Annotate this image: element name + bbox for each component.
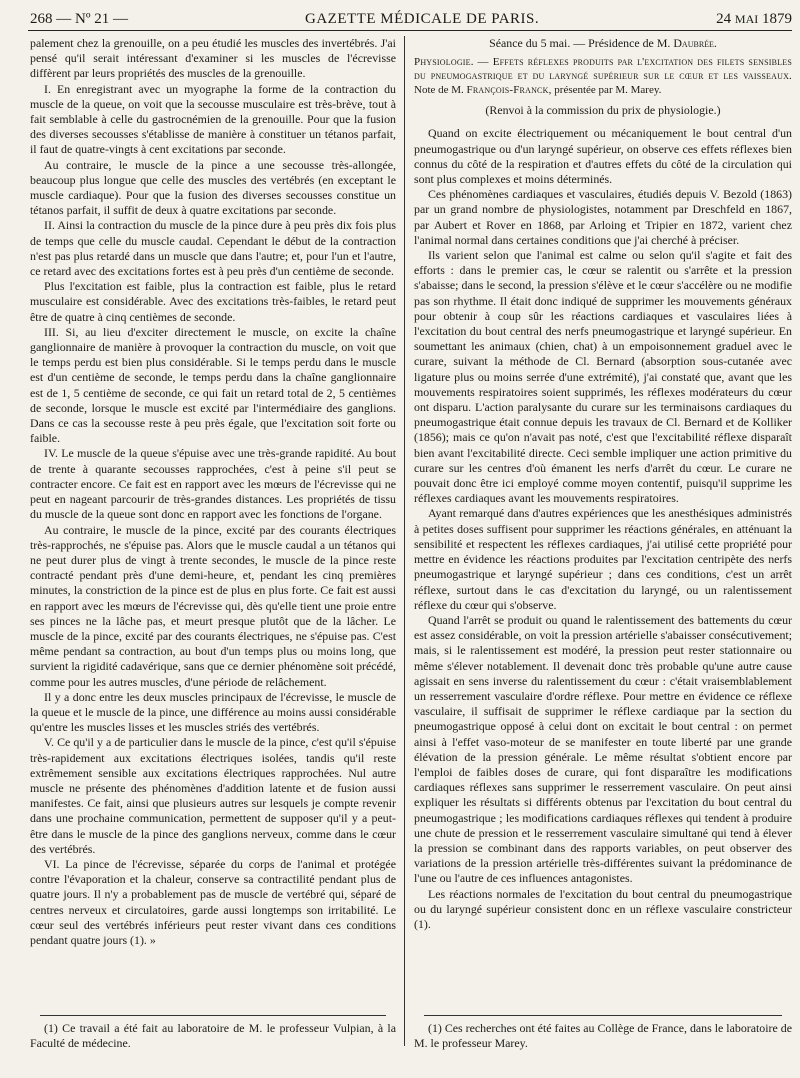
left-paragraph: Plus l'excitation est faible, plus la contraction est faible, plus le retard musculaire est considérable. Avec des excitations très-faibles, le retard peut être de quatre à cinq centièmes de seconde. [30, 279, 396, 324]
right-paragraph: Ces phénomènes cardiaques et vasculaires, étudiés depuis V. Bezold (1863) par un grand nombre de physiologistes, notamment par Dreschfeld en 1867, par Aubert et Rover en 1868, par Arloing et Tripier en 1872, varient chez l'animal normal dans certaines conditions que j'ai cherché à préciser. [414, 187, 792, 247]
note-author: François-Franck, [466, 84, 552, 97]
commission-note: (Renvoi à la commission du prix de physiologie.) [485, 103, 721, 118]
left-paragraph: Au contraire, le muscle de la pince a une secousse très-allongée, beaucoup plus longue que celle des muscles des vertébrés (en exceptant le muscle cardiaque). Pour que la fusion des diverses secousses constitue un tétanos parfait, il suffit de deux à quatre excitations par seconde. [30, 157, 396, 218]
right-paragraph: Les réactions normales de l'excitation du bout central du pneumogastrique ou du laryngé supérieur consistent donc en un réflexe vasculaire constricteur (1). [414, 886, 792, 931]
issue-number: — Nº 21 — [56, 11, 128, 27]
left-footnote-rule [40, 1015, 386, 1016]
right-column [414, 36, 792, 1014]
left-paragraph: II. Ainsi la contraction du muscle de la pince dure à peu près dix fois plus de temps que celle du muscle caudal. Cependant le début de la contraction n'est pas plus retardé dans un muscle que dans l'autre; et, pour l'un et l'autre, ce retard avec des excitations fortes est à peu près d'un centième de seconde. [30, 218, 396, 279]
right-paragraph: Quand on excite électriquement ou mécaniquement le bout central d'un pneumogastrique ou d'un laryngé supérieur, on observe ces effets réflexes bien connus du côté de la respiration et d'autres effets du côté de la circulation qui sont plus complexes et moins déterminés. [414, 126, 792, 187]
right-paragraph: Ayant remarqué dans d'autres expériences que les anesthésiques administrés à petites doses suffisent pour supprimer les réactions générales, en atténuant la sensibilité et respectent les réflexes cardiaques, j'ai utilisé cette propriété pour mettre en évidence les réactions produites par l'excitation centripète des nerfs pneumogastrique et laryngé supérieur ; dans ces conditions, c'est un arrêt réflexe, surtout dans le cas d'excitation du laryngé, ou un ralentissement réflexe du cœur qui s'observe. [414, 506, 792, 612]
left-paragraph: V. Ce qu'il y a de particulier dans le muscle de la pince, c'est qu'il s'épuise très-rapidement aux excitations électriques isolées, tandis qu'il reste extrêmement sensible aux excitations électriques rapprochées. Nul autre muscle ne présente des phénomènes d'addition latente et de fusion aussi manifestes. Ce fait, ainsi que plusieurs autres sur lesquels je compte revenir dans une prochaine communication, permettent de supposer qu'il y a peut-être dans le muscle de la pince des ganglions nerveux, comme dans le cœur des vertébrés. [30, 735, 396, 856]
right-footnote [414, 1021, 792, 1051]
session-heading [414, 36, 792, 51]
left-paragraph: Il y a donc entre les deux muscles principaux de l'écrevisse, le muscle de la queue et le muscle de la pince, une différence au moins aussi considérable qu'entre les muscles lisses et les muscles striés des vertébrés. [30, 689, 396, 735]
presented-by: présentée par M. Marey. [554, 84, 662, 97]
date-month: MAI [734, 12, 759, 26]
left-paragraph: IV. Le muscle de la queue s'épuise avec une très-grande rapidité. Au bout de trente à quarante secousses rapprochées, c'est à peine s'il peut se contracter encore. Ce fait est en rapport avec les mœurs de l'écrevisse qui ne peut en nageant parcourir de très-grandes distances. Les propriétés de tissu du muscle de la queue sont donc en rapport avec les fonctions de l'organe. [30, 446, 396, 522]
note-prefix: Note de M. [414, 84, 464, 97]
right-footnote-text: (1) Ces recherches ont été faites au Collège de France, dans le laboratoire de M. le professeur Marey. [414, 1021, 792, 1050]
date-day: 24 [716, 11, 732, 27]
page-number: 268 [30, 11, 53, 27]
left-paragraph: VI. La pince de l'écrevisse, séparée du corps de l'animal et protégée contre l'évaporation et la chaleur, conserve sa contractilité pendant plus de quatre jours. Il n'y a probablement pas de muscle de vertébré qui, séparé de centres nerveux et circulatoires, garde aussi longtemps son irritabilité. Le cœur seul des vertébrés inférieurs peut rester vivant dans ces conditions pendant quatre jours (1). » [30, 856, 396, 947]
page-number-issue [30, 11, 128, 28]
page-header [30, 6, 792, 28]
left-paragraph: Au contraire, le muscle de la pince, excité par des courants électriques très-rapprochés, ne s'épuise pas. Alors que le muscle caudal a un tétanos qui ne peut durer plus de vingt à trente secondes, le muscle de la pince reste contracté pendant près d'une demi-heure, et, pendant les cinq premières minutes, la constriction de la pince est de plus en plus forte. Ce fait est aussi en rapport avec les mœurs de l'écrevisse qui, dès qu'elle tient une proie entre ses pinces ne la lâche pas, et meurt presque plutôt que de la lâcher. Le muscle de la pince, excité par des courants électriques, ne s'épuise pas. C'est même pendant sa contraction, au bout d'un temps plus ou moins long, que survient la rigidité cadavérique, sans que ce dernier phénomène soit précédé, comme pour les autres muscles, d'une période de relâchement. [30, 522, 396, 689]
right-paragraph: Quand l'arrêt se produit ou quand le ralentissement des battements du cœur est assez considérable, on voit la pression artérielle s'abaisser consécutivement; mais, si le ralentissement est modéré, la pression peut rester stationnaire ou même s'élever notablement. Il devenait donc très probable qu'une autre cause agissait en sens inverse du ralentissement du cœur : c'était vraisemblablement un resserrement vasculaire d'ordre réflexe. Pour mettre en évidence ce réflexe vasculaire, il suffisait de supprimer le réflexe cardiaque par la section du pneumogastrique opposé à celui dont on excitait le bout central : on permet ainsi à l'effet vaso-moteur de se manifester en toute liberté par une grande élévation de la pression générale. Le même résultat s'obtient encore par l'emploi de faibles doses de curare, qui font disparaître les modifications cardiaques réflexes sans supprimer le resserrement vasculaire. On peut ainsi expliquer les résultats si différents obtenus par l'excitation du bout central du pneumogastrique ; les modifications cardiaques réflexes qui tendent à produire une chute de pression et le resserrement vasculaire simultané qui tend à élever la pression se combinant dans des rapports variables, on peut observer des variations de la pression artérielle très-différentes suivant la prédominance de l'une ou l'autre de ces influences antagonistes. [414, 612, 792, 886]
left-column [30, 36, 396, 1014]
date-year: 1879 [762, 11, 792, 27]
left-footnote-text: (1) Ce travail a été fait au laboratoire de M. le professeur Vulpian, à la Faculté de médecine. [30, 1021, 396, 1050]
left-paragraph: I. En enregistrant avec un myographe la forme de la contraction du muscle de la queue, on voit que la secousse musculaire est très-brève, tout à fait semblable à celle du gastrocnémien de la grenouille. Pour que la fusion des diverses secousses s'établisse de manière à constituer un tétanos parfait, il faut de quatre-vingts à cent excitations par seconde. [30, 81, 396, 157]
right-paragraph: Ils varient selon que l'animal est calme ou selon qu'il s'agite et fait des efforts : dans le premier cas, le cœur se ralentit ou s'arrête et la pression s'abaisse; dans le second, la pression s'élève et le cœur s'accélère ou ne modifie pas son rhythme. Il était donc indiqué de supprimer les mouvements généraux pour obtenir à coup sûr les réactions cardiaques et vasculaires liées à l'excitation du bout central des nerfs pneumogastrique et laryngé supérieur. En soumettant les animaux (chien, chat) à un empoisonnement graduel avec le curare, suivant la méthode de Cl. Bernard (absorption sous-cutanée avec ligature plus ou moins serrée d'une extrémité), j'ai constaté que, avant que les mouvements respiratoires soient supprimés, les réflexes modérateurs du cœur ont disparu. L'action paralysante du curare sur les terminaisons cardiaques du pneumogastrique était connue depuis les travaux de Cl. Bernard et de Kolliker (1856); mais ce qu'on n'avait pas noté, c'est que l'excitabilité réflexe disparaît bien avant l'excitabilité directe. Ceci semble impliquer une action primitive du curare sur les centres d'où émanent les nerfs d'arrêt du cœur. Le curare ne pouvait donc être ici employé comme moyen contentif, puisqu'il supprime les réflexes cardiaques avant les mouvements respiratoires. [414, 248, 792, 506]
left-paragraph: palement chez la grenouille, on a peu étudié les muscles des invertébrés. J'ai pensé qu'il serait intéressant d'examiner si les muscles de l'écrevisse diffèrent par leurs propriétés des muscles de la grenouille. [30, 36, 396, 81]
left-footnote [30, 1021, 396, 1051]
journal-title: GAZETTE MÉDICALE DE PARIS. [305, 11, 540, 27]
header-rule [28, 30, 792, 31]
issue-date [716, 11, 792, 28]
session-prefix: Séance du 5 mai. — Présidence de M. [489, 36, 671, 50]
left-paragraph: III. Si, au lieu d'exciter directement le muscle, on excite la chaîne ganglionnaire de manière à provoquer la contraction du muscle, on voit que le temps perdu est bien plus considérable. Si le temps perdu dans le muscle est d'un centième de seconde, le temps perdu dans la chaîne ganglionnaire est de 1, 5 centième de seconde, ce qui fait un retard total de 2, 5 centièmes de seconde, lorsque le muscle est excité par l'intermédiaire des ganglions. Dans ce cas la secousse reste à peu près égale, que l'excitation soit forte ou faible. [30, 324, 396, 446]
article-title [414, 55, 792, 97]
column-divider [404, 36, 405, 1046]
section-label: Physiologie. [414, 56, 474, 69]
session-president: Daubrée. [673, 36, 717, 50]
title-text: — Effets réflexes produits par l'excitation des filets sensibles du pneumogastrique et du laryngé supérieur sur le cœur et les vaisseaux. [414, 56, 792, 83]
right-footnote-rule [424, 1015, 782, 1016]
